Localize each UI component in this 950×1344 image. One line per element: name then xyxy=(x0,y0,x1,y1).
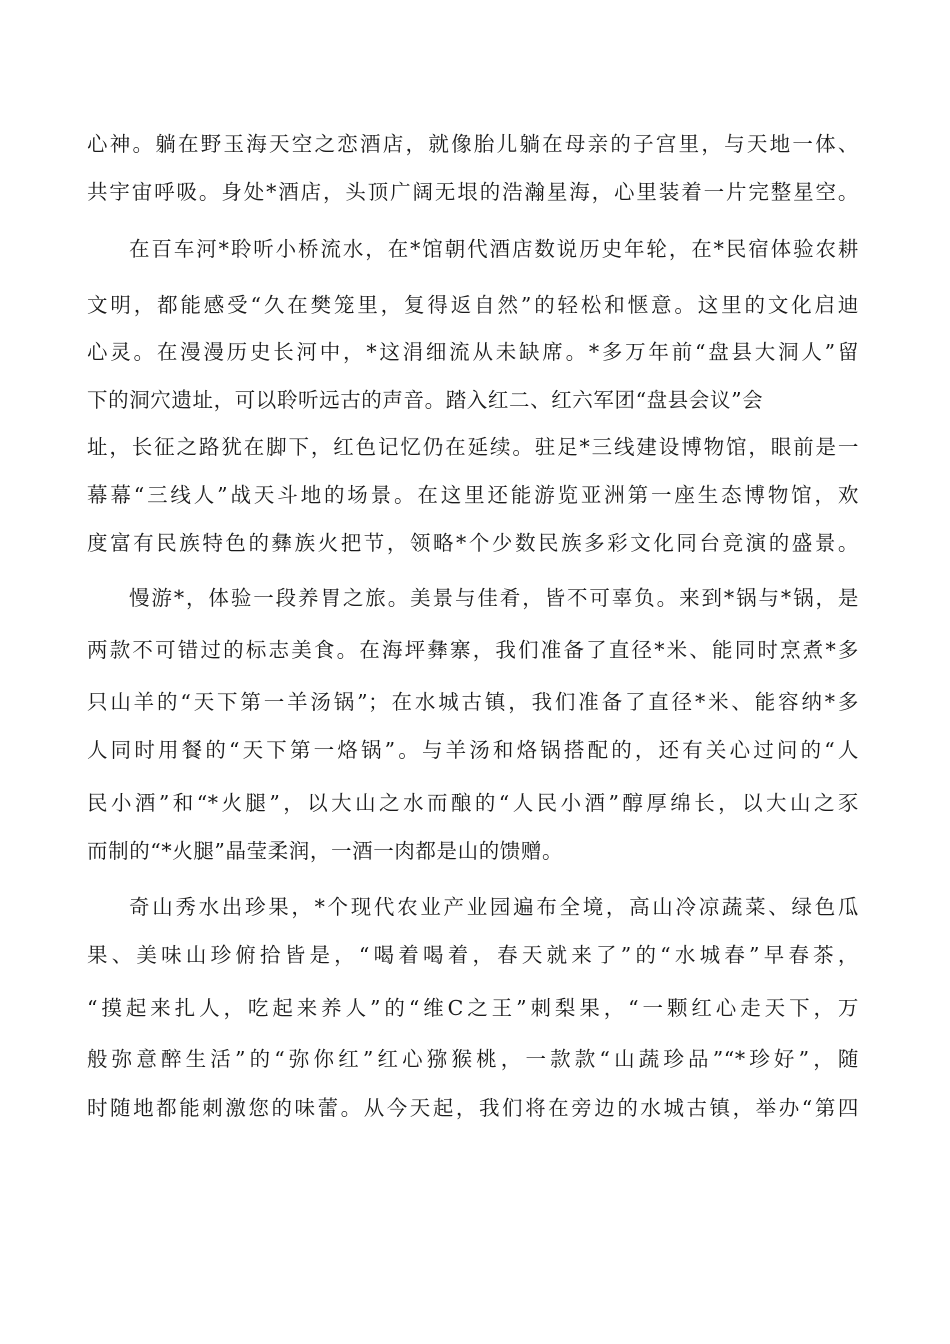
text-line: 果、美味山珍俯拾皆是，“喝着喝着，春天就来了”的“水城春”早春茶， xyxy=(87,943,859,967)
text-line: 心神。躺在野玉海天空之恋酒店，就像胎儿躺在母亲的子宫里，与天地一体、 xyxy=(87,132,859,156)
text-line: “摸起来扎人，吃起来养人”的“维C之王”刺梨果，“一颗红心走天下，万 xyxy=(87,996,859,1020)
text-line: 址，长征之路犹在脚下，红色记忆仍在延续。驻足*三线建设博物馆，眼前是一 xyxy=(87,435,859,459)
text-line: 般弥意醉生活”的“弥你红”红心猕猴桃，一款款“山蔬珍品”“*珍好”，随 xyxy=(87,1047,859,1071)
text-line: 只山羊的“天下第一羊汤锅”；在水城古镇，我们准备了直径*米、能容纳*多 xyxy=(87,690,859,714)
text-line: 共宇宙呼吸。身处*酒店，头顶广阔无垠的浩瀚星海，心里装着一片完整星空。 xyxy=(87,180,859,204)
text-line: 时随地都能刺激您的味蕾。从今天起，我们将在旁边的水城古镇，举办“第四 xyxy=(87,1096,859,1120)
text-line: 两款不可错过的标志美食。在海坪彝寨，我们准备了直径*米、能同时烹煮*多 xyxy=(87,638,859,662)
paragraph-start-line: 慢游*，体验一段养胃之旅。美景与佳肴，皆不可辜负。来到*锅与*锅，是 xyxy=(129,586,859,610)
text-line: 而制的“*火腿”晶莹柔润，一酒一肉都是山的馈赠。 xyxy=(87,839,564,863)
text-line: 度富有民族特色的彝族火把节，领略*个少数民族多彩文化同台竞演的盛景。 xyxy=(87,531,859,555)
text-line: 幕幕“三线人”战天斗地的场景。在这里还能游览亚洲第一座生态博物馆，欢 xyxy=(87,483,859,507)
paragraph-start-line: 在百车河*聆听小桥流水，在*馆朝代酒店数说历史年轮，在*民宿体验农耕 xyxy=(129,237,859,261)
text-line: 下的洞穴遗址，可以聆听远古的声音。踏入红二、红六军团“盘县会议”会 xyxy=(87,388,764,412)
text-line: 文明，都能感受“久在樊笼里，复得返自然”的轻松和惬意。这里的文化启迪 xyxy=(87,293,859,317)
text-line: 民小酒”和“*火腿”，以大山之水而酿的“人民小酒”醇厚绵长，以大山之豕 xyxy=(87,791,859,815)
paragraph-start-line: 奇山秀水出珍果，*个现代农业产业园遍布全境，高山冷凉蔬菜、绿色瓜 xyxy=(129,895,859,919)
text-line: 人同时用餐的“天下第一烙锅”。与羊汤和烙锅搭配的，还有关心过问的“人 xyxy=(87,738,859,762)
text-line: 心灵。在漫漫历史长河中，*这涓细流从未缺席。*多万年前“盘县大洞人”留 xyxy=(87,340,859,364)
